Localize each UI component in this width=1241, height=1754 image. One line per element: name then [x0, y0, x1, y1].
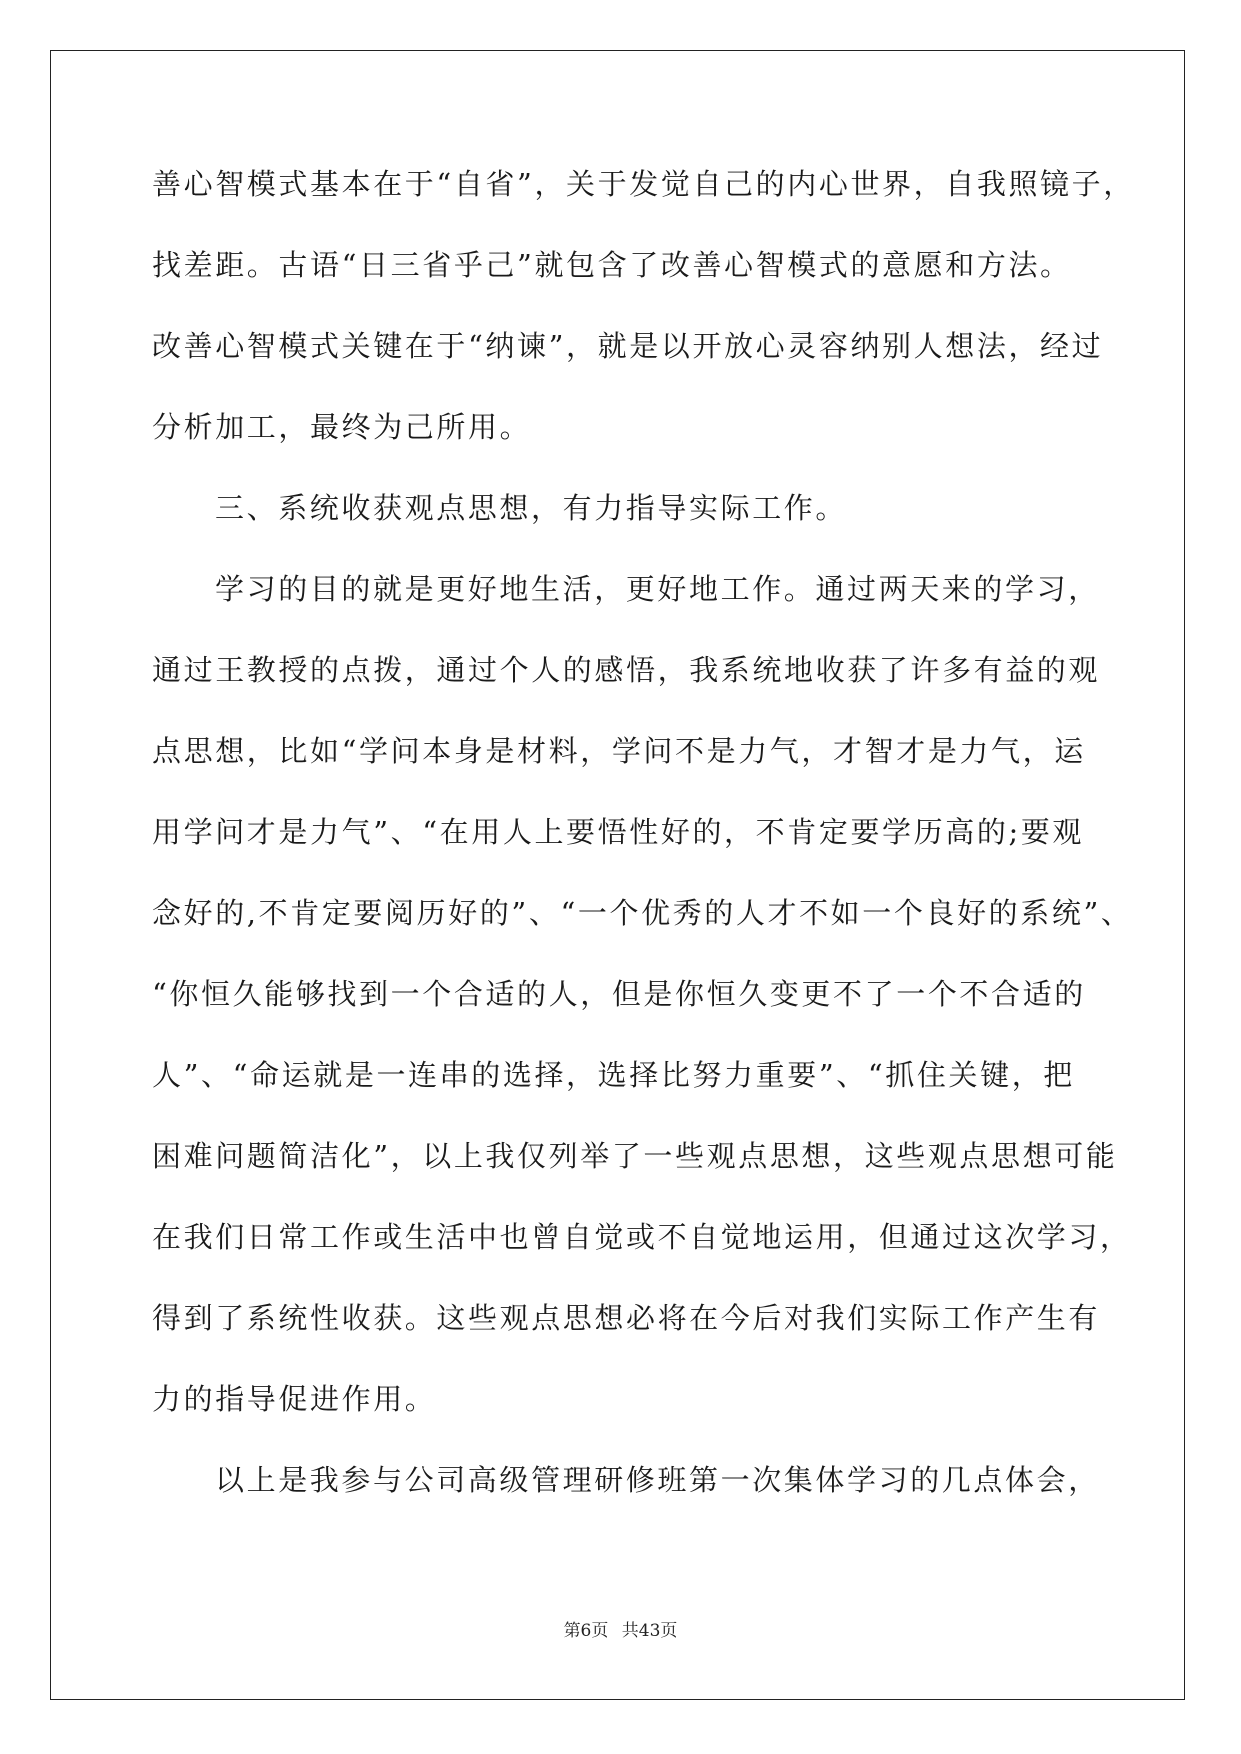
- page-number: 第6页: [563, 1621, 609, 1641]
- text-line: 找差距。古语“日三省乎己”就包含了改善心智模式的意愿和方法。: [152, 248, 1072, 282]
- text-line: 力的指导促进作用。: [152, 1382, 437, 1416]
- text-line: 用学问才是力气”、“在用人上要悟性好的，不肯定要学历高的;要观: [152, 815, 1085, 849]
- text-line: 念好的,不肯定要阅历好的”、“一个优秀的人才不如一个良好的系统”、: [152, 896, 1133, 930]
- text-line: 学习的目的就是更好地生活，更好地工作。通过两天来的学习，: [215, 572, 1100, 606]
- text-line: 以上是我参与公司高级管理研修班第一次集体学习的几点体会，: [215, 1463, 1100, 1497]
- page-total: 共43页: [621, 1621, 678, 1641]
- text-line: 分析加工，最终为己所用。: [152, 410, 532, 444]
- text-line: 改善心智模式关键在于“纳谏”，就是以开放心灵容纳别人想法，经过: [152, 329, 1104, 363]
- text-line: 通过王教授的点拨，通过个人的感悟，我系统地收获了许多有益的观: [152, 653, 1101, 687]
- text-line: 三、系统收获观点思想，有力指导实际工作。: [215, 491, 848, 525]
- text-line: 善心智模式基本在于“自省”，关于发觉自己的内心世界，自我照镜子，: [152, 167, 1135, 201]
- text-line: 人”、“命运就是一连串的选择，选择比努力重要”、“抓住关键，把: [152, 1058, 1075, 1092]
- text-line: 得到了系统性收获。这些观点思想必将在今后对我们实际工作产生有: [152, 1301, 1101, 1335]
- text-line: 困难问题简洁化”，以上我仅列举了一些观点思想，这些观点思想可能: [152, 1139, 1118, 1173]
- document-body: [152, 160, 1135, 1537]
- text-line: 在我们日常工作或生活中也曾自觉或不自觉地运用，但通过这次学习，: [152, 1220, 1132, 1254]
- page-footer: [0, 1616, 1241, 1641]
- text-line: 点思想，比如“学问本身是材料，学问不是力气，才智才是力气，运: [152, 734, 1086, 768]
- text-line: “你恒久能够找到一个合适的人，但是你恒久变更不了一个不合适的: [152, 977, 1086, 1011]
